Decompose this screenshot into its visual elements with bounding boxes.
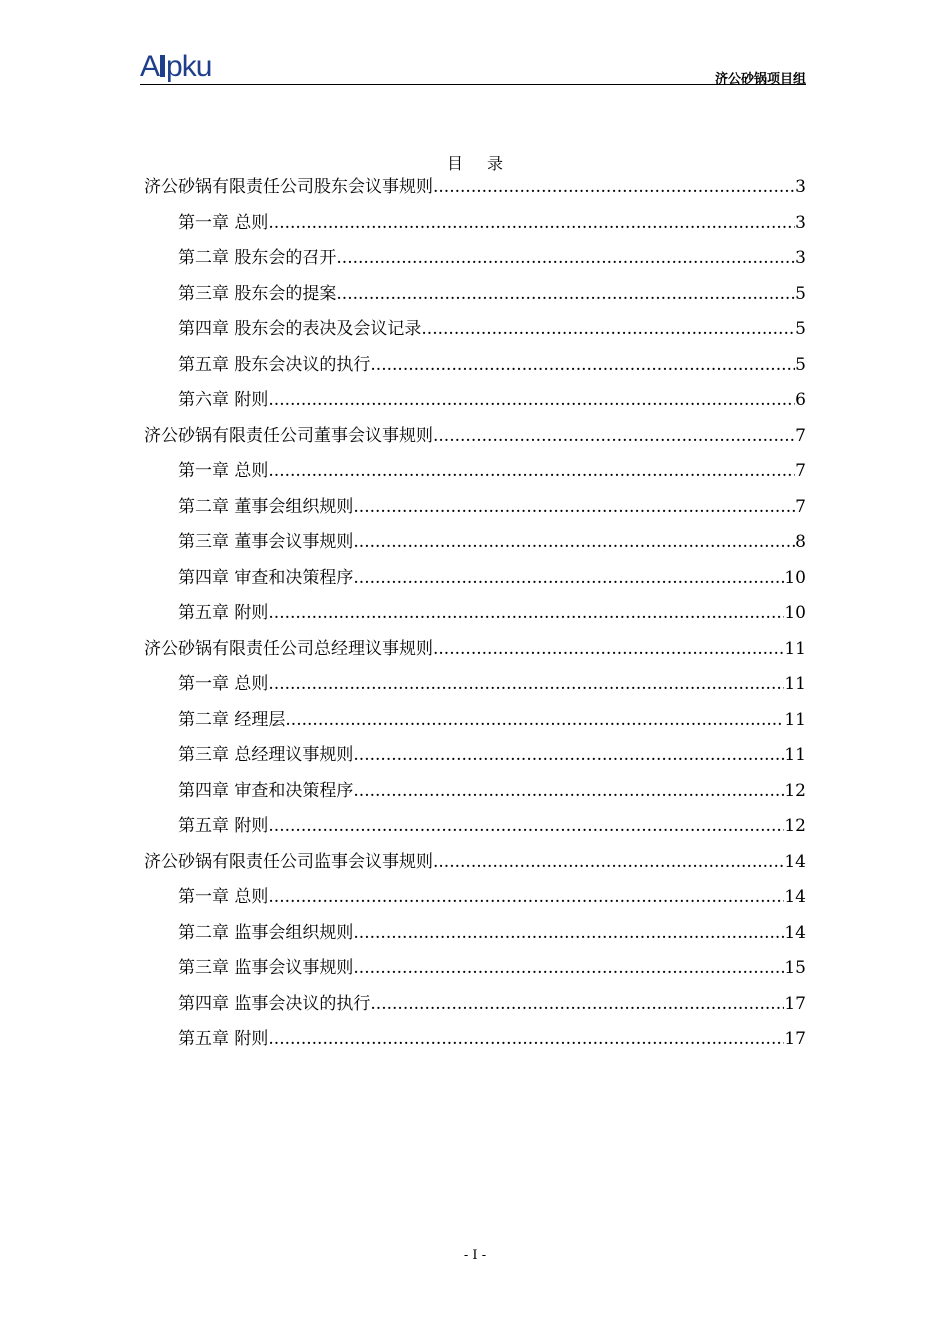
toc-entry-page: 3	[795, 177, 806, 197]
toc-entry-label: 第二章 经理层	[178, 709, 286, 730]
toc-entry-label: 第五章 附则	[178, 816, 269, 836]
toc-entry-label: 第一章 总则	[178, 887, 269, 907]
toc-dot-leader	[268, 811, 784, 841]
toc-entry-label: 第四章 审查和决策程序	[178, 567, 354, 588]
toc-entry-page: 5	[795, 319, 806, 339]
header-divider	[140, 84, 806, 85]
toc-entry-label: 济公砂锅有限责任公司监事会议事规则	[144, 851, 433, 872]
toc-section-entry[interactable]	[144, 421, 806, 457]
toc-entry-page: 7	[795, 461, 806, 481]
toc-chapter-entry[interactable]	[144, 492, 806, 528]
toc-entry-label: 第一章 总则	[178, 212, 269, 233]
toc-chapter-entry[interactable]	[144, 279, 806, 315]
toc-chapter-entry[interactable]	[144, 740, 806, 776]
toc-entry-label: 第六章 附则	[178, 390, 269, 410]
toc-dot-leader	[353, 563, 784, 593]
toc-chapter-entry[interactable]	[144, 598, 806, 634]
toc-dot-leader	[268, 1024, 784, 1054]
toc-dot-leader	[433, 634, 784, 664]
toc-dot-leader	[268, 598, 784, 628]
toc-entry-label: 第一章 总则	[178, 674, 269, 694]
toc-entry-label: 第二章 董事会组织规则	[178, 496, 354, 517]
toc-dot-leader	[336, 243, 795, 273]
toc-dot-leader	[268, 669, 784, 699]
toc-entry-page: 7	[795, 496, 806, 517]
toc-chapter-entry[interactable]	[144, 669, 806, 705]
toc-chapter-entry[interactable]	[144, 776, 806, 812]
toc-chapter-entry[interactable]	[144, 527, 806, 563]
toc-entry-label: 第四章 股东会的表决及会议记录	[178, 319, 422, 339]
toc-entry-page: 3	[795, 212, 806, 233]
table-of-contents	[144, 172, 806, 1060]
toc-dot-leader	[353, 740, 784, 770]
toc-chapter-entry[interactable]	[144, 882, 806, 918]
toc-dot-leader	[370, 350, 795, 380]
toc-entry-label: 第五章 附则	[178, 603, 269, 623]
toc-entry-label: 第四章 监事会决议的执行	[178, 993, 371, 1014]
toc-dot-leader	[433, 172, 795, 202]
toc-dot-leader	[353, 953, 784, 983]
toc-entry-page: 5	[795, 283, 806, 304]
toc-entry-label: 第二章 股东会的召开	[178, 248, 337, 268]
toc-entry-label: 第四章 审查和决策程序	[178, 780, 354, 801]
toc-entry-label: 第三章 监事会议事规则	[178, 958, 354, 978]
toc-title: 目录	[446, 154, 527, 173]
page-header	[140, 50, 806, 86]
toc-section-entry[interactable]	[144, 847, 806, 883]
page-number: - I -	[463, 1248, 487, 1263]
header-project-title: 济公砂锅项目组	[714, 72, 806, 87]
toc-entry-page: 12	[784, 780, 806, 801]
toc-entry-label: 第三章 总经理议事规则	[178, 745, 354, 765]
toc-dot-leader	[353, 776, 784, 806]
toc-entry-page: 11	[784, 709, 806, 730]
toc-entry-page: 3	[795, 248, 806, 268]
toc-dot-leader	[268, 208, 795, 238]
toc-chapter-entry[interactable]	[144, 953, 806, 989]
toc-entry-page: 14	[784, 887, 806, 907]
toc-dot-leader	[433, 847, 784, 877]
toc-chapter-entry[interactable]	[144, 385, 806, 421]
toc-chapter-entry[interactable]	[144, 989, 806, 1025]
toc-chapter-entry[interactable]	[144, 208, 806, 244]
toc-entry-label: 第三章 股东会的提案	[178, 283, 337, 304]
toc-entry-page: 11	[784, 745, 806, 765]
toc-entry-page: 6	[795, 390, 806, 410]
toc-entry-page: 10	[784, 603, 806, 623]
toc-dot-leader	[433, 421, 795, 451]
toc-dot-leader	[370, 989, 784, 1019]
alpku-logo: A pku	[140, 50, 212, 83]
toc-entry-page: 11	[784, 674, 806, 694]
toc-dot-leader	[353, 918, 784, 948]
toc-entry-page: 5	[795, 354, 806, 375]
toc-dot-leader	[285, 705, 784, 735]
toc-entry-page: 8	[795, 532, 806, 552]
toc-entry-label: 第二章 监事会组织规则	[178, 922, 354, 943]
toc-section-entry[interactable]	[144, 172, 806, 208]
toc-entry-page: 14	[784, 922, 806, 943]
toc-entry-page: 7	[795, 425, 806, 446]
toc-entry-label: 第五章 附则	[178, 1029, 269, 1049]
toc-chapter-entry[interactable]	[144, 1024, 806, 1060]
toc-chapter-entry[interactable]	[144, 811, 806, 847]
toc-entry-label: 第三章 董事会议事规则	[178, 532, 354, 552]
toc-dot-leader	[336, 279, 795, 309]
toc-dot-leader	[268, 882, 784, 912]
toc-entry-label: 济公砂锅有限责任公司总经理议事规则	[144, 638, 433, 659]
toc-entry-label: 第五章 股东会决议的执行	[178, 354, 371, 375]
toc-chapter-entry[interactable]	[144, 314, 806, 350]
toc-entry-page: 10	[784, 567, 806, 588]
toc-entry-label: 济公砂锅有限责任公司股东会议事规则	[144, 177, 433, 197]
toc-entry-page: 17	[784, 993, 806, 1014]
toc-dot-leader	[421, 314, 795, 344]
logo-bar-icon	[160, 55, 165, 77]
toc-dot-leader	[268, 456, 795, 486]
toc-entry-page: 17	[784, 1029, 806, 1049]
toc-section-entry[interactable]	[144, 634, 806, 670]
toc-chapter-entry[interactable]	[144, 918, 806, 954]
toc-entry-label: 第一章 总则	[178, 461, 269, 481]
toc-chapter-entry[interactable]	[144, 456, 806, 492]
toc-chapter-entry[interactable]	[144, 705, 806, 741]
toc-chapter-entry[interactable]	[144, 563, 806, 599]
toc-entry-page: 11	[784, 638, 806, 659]
toc-chapter-entry[interactable]	[144, 243, 806, 279]
toc-dot-leader	[353, 527, 795, 557]
toc-entry-page: 15	[784, 958, 806, 978]
toc-dot-leader	[353, 492, 795, 522]
toc-entry-page: 14	[784, 851, 806, 872]
toc-chapter-entry[interactable]	[144, 350, 806, 386]
toc-entry-page: 12	[784, 816, 806, 836]
toc-entry-label: 济公砂锅有限责任公司董事会议事规则	[144, 425, 433, 446]
toc-dot-leader	[268, 385, 795, 415]
